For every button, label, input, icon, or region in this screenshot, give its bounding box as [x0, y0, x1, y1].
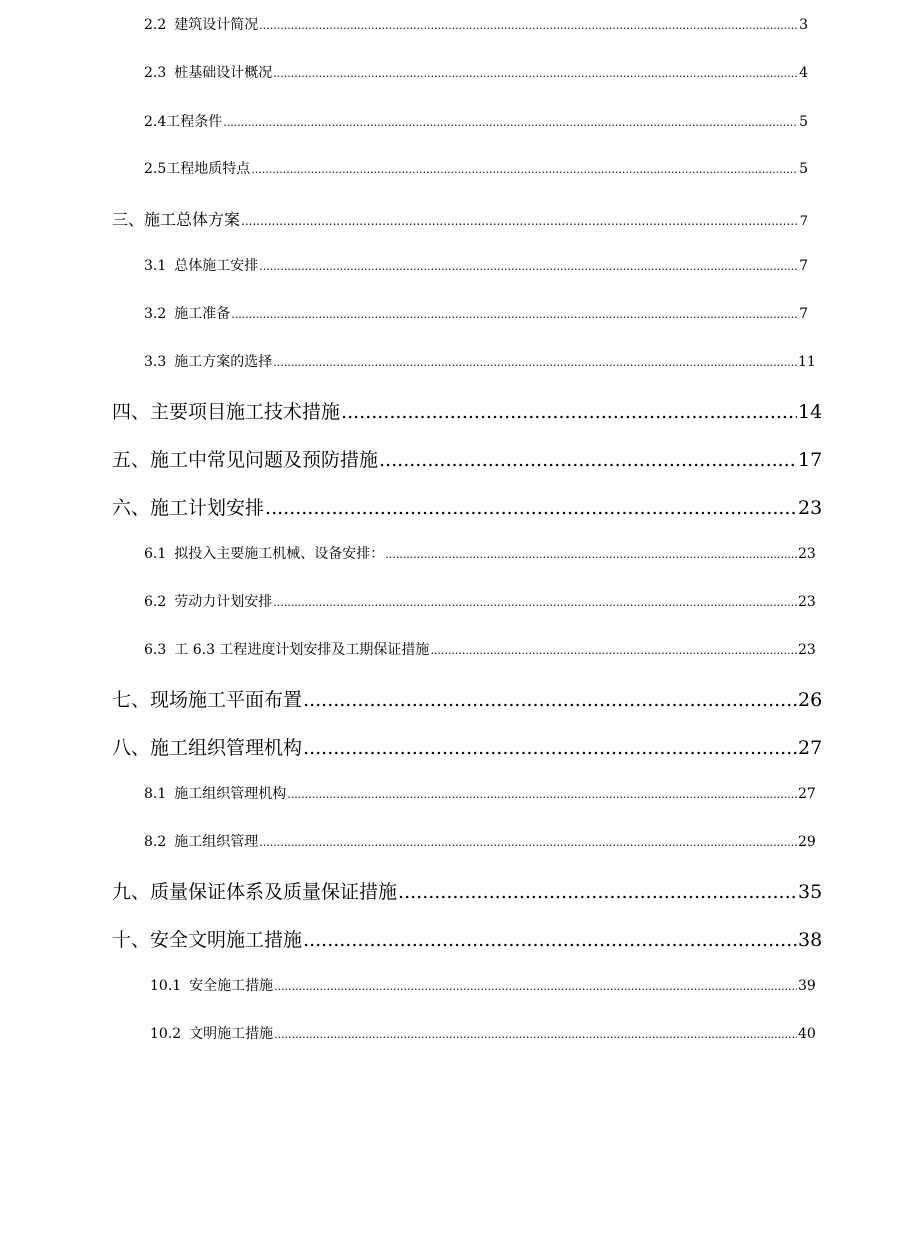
- toc-title: 拟投入主要施工机械、设备安排：: [174, 546, 385, 562]
- toc-entry-8-1[interactable]: [144, 783, 816, 803]
- toc-number: 10.1: [150, 978, 182, 994]
- toc-leader: [303, 737, 797, 759]
- toc-entry-6-1[interactable]: [144, 543, 816, 563]
- toc-entry-6-2[interactable]: [144, 591, 816, 611]
- toc-title: 现场施工平面布置: [150, 689, 303, 711]
- toc-number: 6.3: [144, 642, 167, 658]
- toc-number: 2.3: [144, 65, 167, 81]
- toc-title: 施工总体方案: [144, 210, 241, 229]
- toc-entry-3-1[interactable]: [144, 255, 808, 275]
- toc-title: 工程地质特点: [166, 161, 251, 177]
- toc-leader: [273, 65, 797, 81]
- toc-page-number: 35: [798, 881, 823, 903]
- toc-page-number: 3: [799, 17, 808, 33]
- toc-leader: [398, 881, 797, 903]
- toc-leader: [385, 546, 797, 562]
- toc-entry-6-3[interactable]: [144, 639, 816, 659]
- toc-number: 2.2: [144, 17, 167, 33]
- toc-page-number: 23: [798, 546, 816, 562]
- toc-number: 3.3: [144, 354, 167, 370]
- toc-title: 总体施工安排: [174, 258, 259, 274]
- toc-number: 8.1: [144, 786, 167, 802]
- toc-leader: [273, 594, 797, 610]
- toc-leader: [265, 497, 797, 519]
- toc-entry-3-2[interactable]: [144, 303, 808, 323]
- toc-title: 工程条件: [166, 114, 223, 130]
- toc-leader: [259, 834, 797, 850]
- toc-leader: [303, 689, 797, 711]
- toc-leader: [430, 642, 797, 658]
- toc-leader: [259, 258, 797, 274]
- toc-entry-10-1[interactable]: [150, 975, 816, 995]
- toc-entry-chapter-10[interactable]: [112, 925, 823, 952]
- toc-page-number: 17: [798, 449, 823, 471]
- toc-page-number: 27: [798, 786, 816, 802]
- toc-page-number: 23: [798, 594, 816, 610]
- toc-entry-10-2[interactable]: [150, 1023, 816, 1043]
- toc-page-number: 38: [798, 929, 823, 951]
- toc-leader: [341, 401, 797, 423]
- toc-page-number: 40: [798, 1026, 816, 1042]
- toc-entry-2-4[interactable]: [144, 111, 808, 131]
- toc-number: 十、: [112, 929, 151, 951]
- toc-entry-chapter-6[interactable]: [112, 493, 823, 520]
- toc-number: 四、: [112, 401, 151, 423]
- toc-entry-2-3[interactable]: [144, 62, 808, 82]
- toc-leader: [259, 17, 797, 33]
- toc-title: 施工组织管理: [174, 834, 259, 850]
- toc-page-number: 7: [799, 258, 808, 274]
- toc-entry-8-2[interactable]: [144, 831, 816, 851]
- toc-leader: [379, 449, 797, 471]
- toc-number: 6.2: [144, 594, 167, 610]
- toc-entry-chapter-7[interactable]: [112, 685, 823, 712]
- toc-title: 质量保证体系及质量保证措施: [150, 881, 398, 903]
- toc-number: 8.2: [144, 834, 167, 850]
- toc-title: 施工准备: [174, 306, 231, 322]
- toc-page-number: 26: [798, 689, 823, 711]
- toc-title: 主要项目施工技术措施: [150, 401, 341, 423]
- toc-leader: [223, 114, 797, 130]
- toc-leader: [287, 786, 797, 802]
- toc-page-number: 29: [798, 834, 816, 850]
- toc-title: 建筑设计简况: [174, 17, 259, 33]
- toc-page-number: 23: [798, 497, 823, 519]
- toc-leader: [303, 929, 797, 951]
- toc-number: 八、: [112, 737, 151, 759]
- toc-leader: [231, 306, 797, 322]
- toc-number: 六、: [112, 497, 151, 519]
- toc-entry-chapter-9[interactable]: [112, 877, 823, 904]
- toc-number: 九、: [112, 881, 151, 903]
- toc-entry-chapter-5[interactable]: [112, 445, 823, 472]
- toc-title: 施工中常见问题及预防措施: [150, 449, 379, 471]
- toc-title: 安全文明施工措施: [150, 929, 303, 951]
- toc-title: 施工组织管理机构: [150, 737, 303, 759]
- toc-entry-chapter-3[interactable]: [112, 207, 808, 230]
- toc-page-number: 27: [798, 737, 823, 759]
- toc-title: 文明施工措施: [189, 1026, 274, 1042]
- toc-entry-2-2[interactable]: [144, 14, 808, 34]
- toc-number: 6.1: [144, 546, 167, 562]
- toc-title: 施工组织管理机构: [174, 786, 287, 802]
- toc-page-number: 14: [798, 401, 823, 423]
- toc-number: 3.2: [144, 306, 167, 322]
- toc-leader: [273, 354, 797, 370]
- toc-title: 桩基础设计概况: [174, 65, 273, 81]
- toc-leader: [251, 161, 797, 177]
- toc-number: 3.1: [144, 258, 167, 274]
- toc-leader: [274, 1026, 797, 1042]
- toc-leader: [241, 210, 797, 229]
- toc-number: 10.2: [150, 1026, 182, 1042]
- toc-title: 施工方案的选择: [174, 354, 273, 370]
- toc-page-number: 5: [799, 114, 808, 130]
- toc-title: 工 6.3 工程进度计划安排及工期保证措施: [174, 642, 430, 658]
- toc-leader: [274, 978, 797, 994]
- toc-entry-chapter-8[interactable]: [112, 733, 823, 760]
- toc-page-number: 7: [799, 306, 808, 322]
- toc-entry-chapter-4[interactable]: [112, 397, 823, 424]
- toc-number: 三、: [112, 210, 145, 229]
- toc-entry-3-3[interactable]: [144, 351, 816, 371]
- toc-title: 劳动力计划安排: [174, 594, 273, 610]
- toc-page-number: 11: [798, 354, 816, 370]
- toc-page-number: 5: [799, 161, 808, 177]
- toc-number: 2.4: [144, 114, 167, 130]
- toc-page-number: 39: [798, 978, 816, 994]
- toc-number: 七、: [112, 689, 151, 711]
- toc-title: 施工计划安排: [150, 497, 265, 519]
- toc-page-number: 7: [799, 214, 808, 229]
- toc-page-number: 4: [799, 65, 808, 81]
- toc-page-number: 23: [798, 642, 816, 658]
- toc-number: 2.5: [144, 161, 167, 177]
- toc-number: 五、: [112, 449, 151, 471]
- toc-title: 安全施工措施: [189, 978, 274, 994]
- toc-entry-2-5[interactable]: [144, 158, 808, 178]
